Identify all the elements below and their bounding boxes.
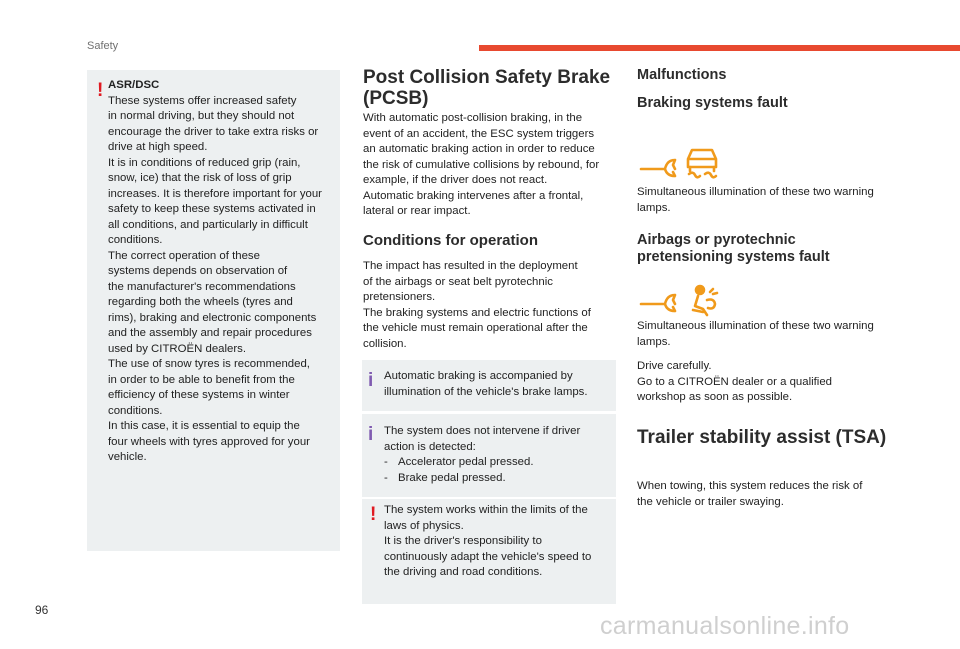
pcsb-line: the risk of cumulative collisions by rebound, for <box>363 158 600 171</box>
left-line: increases. It is therefore important for your <box>108 187 322 200</box>
airbag-line: Simultaneous illumination of these two warning <box>637 320 874 332</box>
conditions-heading: Conditions for operation <box>363 232 538 249</box>
conditions-line: collision. <box>363 337 407 350</box>
section-accent-bar <box>479 45 960 51</box>
airbag-line: lamps. <box>637 335 671 348</box>
driver-action-info-box <box>362 414 616 497</box>
left-line: the manufacturer's recommendations <box>108 280 296 293</box>
info-icon: i <box>368 370 374 391</box>
braking-line: Simultaneous illumination of these two warning <box>637 186 874 198</box>
airbag-heading-line: pretensioning systems fault <box>637 249 830 265</box>
conditions-line: the vehicle must remain operational after the <box>363 322 588 334</box>
left-line: snow, ice) that the risk of loss of grip <box>108 172 292 184</box>
left-line: efficiency of these systems in winter <box>108 389 290 401</box>
braking-warning-lamps <box>637 143 727 188</box>
info-line: The system does not intervene if driver <box>384 425 581 437</box>
info-line: Automatic braking is accompanied by <box>384 370 573 382</box>
tsa-line: When towing, this system reduces the risk of <box>637 480 863 492</box>
pcsb-heading-line: Post Collision Safety Brake <box>363 67 611 88</box>
warning-line: laws of physics. <box>384 519 464 532</box>
left-line: These systems offer increased safety <box>108 94 297 107</box>
left-line: in order to be able to benefit from the <box>108 373 295 386</box>
conditions-line: of the airbags or seat belt pyrotechnic <box>363 275 553 288</box>
list-item-text: Accelerator pedal pressed. <box>398 456 534 468</box>
asr-dsc-title: ASR/DSC <box>108 79 160 91</box>
list-item <box>384 471 610 487</box>
list-dash: - <box>384 456 388 468</box>
brake-lamps-info-box <box>362 360 616 411</box>
braking-fault-description <box>637 185 897 216</box>
esc-skid-car-icon <box>688 150 716 177</box>
left-line: vehicle. <box>108 451 147 463</box>
info-line: action is detected: <box>384 440 476 453</box>
pcsb-line: event of an accident, the ESC system triggers <box>363 127 595 140</box>
watermark: carmanualsonline.info <box>600 612 850 640</box>
info-box-text <box>384 424 610 486</box>
left-line: In this case, it is essential to equip the <box>108 420 300 432</box>
info-line: illumination of the vehicle's brake lamps. <box>384 385 588 398</box>
left-line: encourage the driver to take extra risks or <box>108 125 319 138</box>
info-box-text <box>384 369 610 400</box>
conditions-line: The impact has resulted in the deployment <box>363 260 578 272</box>
physics-limits-warning-box <box>362 499 616 604</box>
asr-dsc-warning-box <box>87 70 340 551</box>
left-line: used by CITROËN dealers. <box>108 342 247 355</box>
left-line: in normal driving, but they should not <box>108 110 295 122</box>
airbag-fault-heading <box>637 232 897 266</box>
wrench-service-icon <box>641 160 675 176</box>
left-line: It is in conditions of reduced grip (rain, <box>108 156 301 169</box>
left-line: systems depends on observation of <box>108 265 288 277</box>
warning-line: continuously adapt the vehicle's speed to <box>384 550 592 563</box>
pcsb-line: Automatic braking intervenes after a frontal, <box>363 189 584 202</box>
left-line: drive at high speed. <box>108 141 208 153</box>
airbag-fault-description <box>637 319 897 350</box>
warning-line: The system works within the limits of the <box>384 504 588 516</box>
left-line: conditions. <box>108 234 163 246</box>
pcsb-description <box>363 111 615 220</box>
drive-line: Go to a CITROËN dealer or a qualified <box>637 375 832 388</box>
pcsb-heading <box>363 67 623 109</box>
braking-line: lamps. <box>637 201 671 214</box>
tsa-heading: Trailer stability assist (TSA) <box>637 427 887 448</box>
left-line: conditions. <box>108 404 163 417</box>
drive-carefully-text <box>637 359 897 406</box>
exclamation-warning-icon: ! <box>97 80 104 101</box>
warning-box-text <box>384 503 610 581</box>
conditions-description <box>363 259 615 352</box>
drive-line: Drive carefully. <box>637 360 712 372</box>
asr-dsc-text <box>108 78 338 466</box>
left-line: regarding both the wheels (tyres and <box>108 296 293 308</box>
pcsb-line: With automatic post-collision braking, in the <box>363 112 583 124</box>
warning-line: It is the driver's responsibility to <box>384 535 542 547</box>
left-line: The use of snow tyres is recommended, <box>108 358 310 370</box>
airbag-heading-line: Airbags or pyrotechnic <box>637 232 796 248</box>
pcsb-heading-line: (PCSB) <box>363 88 429 109</box>
braking-fault-heading: Braking systems fault <box>637 95 788 111</box>
pcsb-line: an automatic braking action in order to reduce <box>363 143 595 155</box>
conditions-line: pretensioners. <box>363 291 436 303</box>
drive-line: workshop as soon as possible. <box>637 391 793 403</box>
pcsb-line: lateral or rear impact. <box>363 205 471 217</box>
page-number: 96 <box>35 603 49 617</box>
left-line: four wheels with tyres approved for your <box>108 435 310 448</box>
pcsb-line: example, if the driver does not react. <box>363 174 548 186</box>
wrench-service-icon <box>641 295 675 311</box>
left-line: The correct operation of these <box>108 249 260 262</box>
exclamation-warning-icon: ! <box>370 504 377 525</box>
list-dash: - <box>384 471 388 484</box>
left-line: and the assembly and repair procedures <box>108 327 312 339</box>
malfunctions-heading: Malfunctions <box>637 67 727 83</box>
list-item <box>384 455 610 471</box>
left-line: rims), braking and electronic components <box>108 311 317 324</box>
tsa-description <box>637 479 897 510</box>
section-label: Safety <box>87 40 119 52</box>
warning-line: the driving and road conditions. <box>384 566 543 578</box>
left-line: safety to keep these systems activated in <box>108 203 316 215</box>
info-icon: i <box>368 424 374 445</box>
airbag-seated-person-icon <box>693 286 717 315</box>
tsa-line: the vehicle or trailer swaying. <box>637 495 784 508</box>
conditions-line: The braking systems and electric functions of <box>363 306 591 319</box>
airbag-warning-lamps <box>637 282 727 323</box>
left-line: all conditions, and particularly in difficult <box>108 218 308 231</box>
list-item-text: Brake pedal pressed. <box>398 471 506 484</box>
